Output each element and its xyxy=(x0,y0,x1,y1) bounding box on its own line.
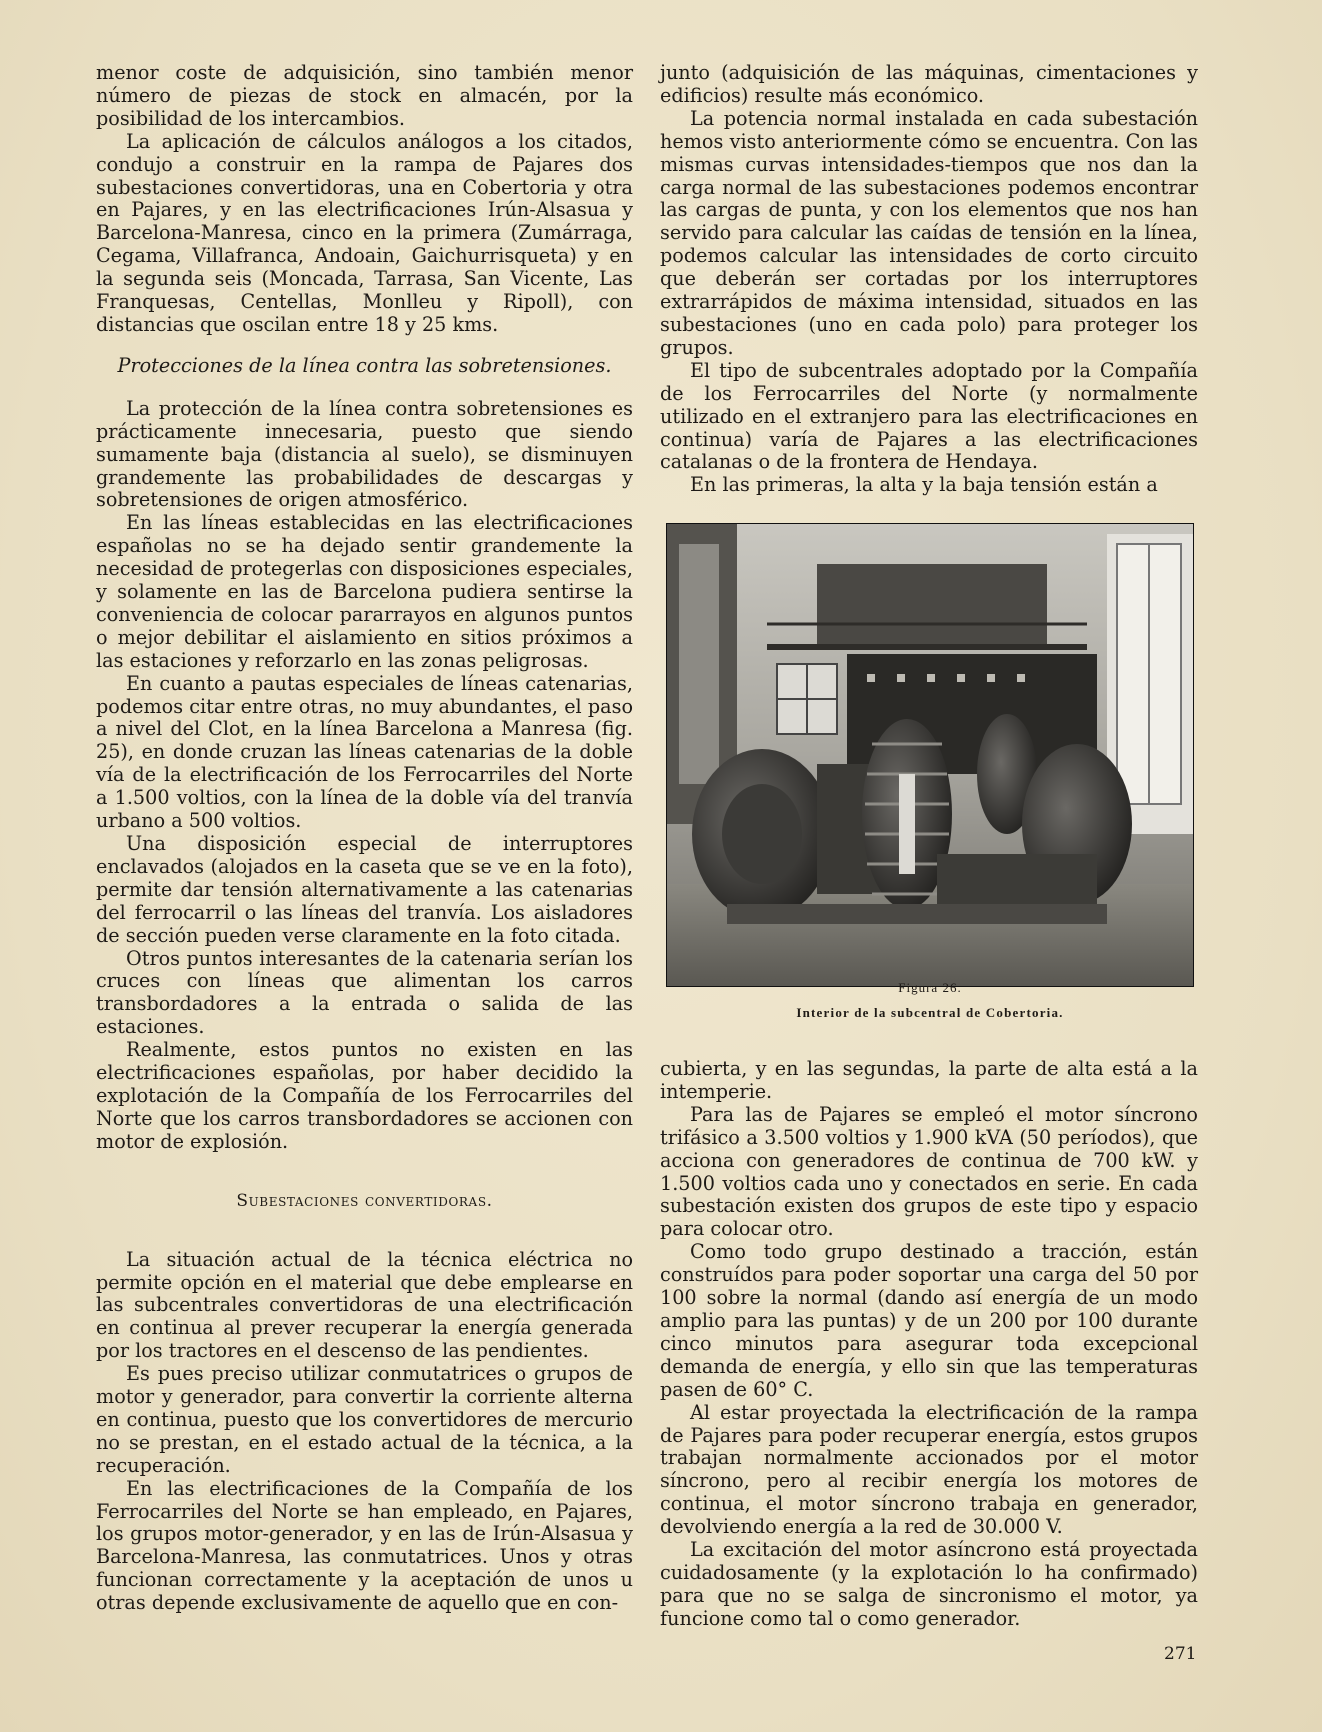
paragraph: La protección de la línea contra sobretensiones es prácticamente innecesaria, puesto que siendo sumamente baja (distancia al suelo), se disminuyen grandemente las probabilidades de descargas y sobretensiones de origen atmosférico. xyxy=(96,396,633,512)
paragraph: cubierta, y en las segundas, la parte de alta está a la intemperie. xyxy=(660,1057,1198,1103)
paragraph: Es pues preciso utilizar conmutatrices o grupos de motor y generador, para convertir la corriente alterna en continua, puesto que los convertidores de mercurio no se prestan, en el estado actual de la técnica, a la recuperación. xyxy=(96,1362,633,1477)
paragraph: Una disposición especial de interruptores enclavados (alojados en la caseta que se ve en la foto), permite dar tensión alternativamente a las catenarias del ferrocarril o las líneas del tranvía. Los aisladores de sección pueden verse claramente en la foto citada. xyxy=(96,832,633,947)
paragraph: Otros puntos interesantes de la catenaria serían los cruces con líneas que alimentan los carros transbordadores a la entrada o salida de las estaciones. xyxy=(96,946,633,1039)
figure-label: Figura 26. xyxy=(898,980,962,995)
paragraph: En cuanto a pautas especiales de líneas catenarias, podemos citar entre otras, no muy abundantes, el paso a nivel del Clot, en la línea Barcelona a Manresa (fig. 25), en donde cruzan las líneas catenarias de la doble vía de la electrificación de los Ferrocarriles del Norte a 1.500 voltios, con la línea de la doble vía del tranvía urbano a 500 voltios. xyxy=(96,671,633,833)
paragraph: En las primeras, la alta y la baja tensión están a xyxy=(690,473,1158,497)
paragraph: La excitación del motor asíncrono está proyectada cuidadosamente (y la explotación lo ha confirmado) para que no se salga de sincronismo el motor, ya funcione como tal o como generador. xyxy=(660,1538,1198,1630)
paragraph: junto (adquisición de las máquinas, cimentaciones y edificios) resulte más económico. xyxy=(660,61,1198,107)
page-number: 271 xyxy=(1164,1644,1197,1664)
paragraph: La aplicación de cálculos análogos a los citados, condujo a construir en la rampa de Pajares dos subestaciones convertidoras, una en Cobertoria y otra en Pajares, y en las electrificaciones Irún-Alsasua y Barcelona-Manresa, cinco en la primera (Zumárraga, Cegama, Villafranca, Andoain, Gaichurrisqueta) y en la segunda seis (Moncada, Tarrasa, San Vicente, Las Franquesas, Centellas, Monlleu y Ripoll), con distancias que oscilan entre 18 y 25 kms. xyxy=(96,129,633,336)
paragraph: Como todo grupo destinado a tracción, están construídos para poder soportar una carga del 50 por 100 sobre la normal (dando así energía de un modo amplio para las puntas) y de un 200 por 100 durante cinco minutos para asegurar toda excepcional demanda de energía, y ello sin que las temperaturas pasen de 60° C. xyxy=(660,1240,1198,1401)
left-column xyxy=(96,62,633,1615)
section-heading-subestaciones: Subestaciones convertidoras. xyxy=(236,1190,493,1211)
section-heading-protecciones: Protecciones de la línea contra las sobretensiones. xyxy=(117,353,612,377)
figure-photo-substation xyxy=(666,523,1194,987)
figure-caption: Interior de la subcentral de Cobertoria. xyxy=(796,1005,1064,1020)
paragraph: Para las de Pajares se empleó el motor síncrono trifásico a 3.500 voltios y 1.900 kVA (50 períodos), que acciona con generadores de continua de 700 kW. y 1.500 voltios cada uno y conectados en serie. En cada subestación existen dos grupos de este tipo y espacio para colocar otro. xyxy=(660,1102,1198,1241)
paragraph: menor coste de adquisición, sino también menor número de piezas de stock en almacén, por la posibilidad de los intercambios. xyxy=(96,61,633,130)
paragraph: En las líneas establecidas en las electrificaciones españolas no se ha dejado sentir grandemente la necesidad de protegerlas con disposiciones especiales, y solamente en las de Barcelona pudiera sentirse la conveniencia de colocar pararrayos en algunos puntos o mejor debilitar el aislamiento en sitios próximos a las estaciones y reforzarlo en las zonas peligrosas. xyxy=(96,511,633,672)
substation-photo-illustration xyxy=(667,524,1193,986)
paragraph: El tipo de subcentrales adoptado por la Compañía de los Ferrocarriles del Norte (y normalmente utilizado en el extranjero para las electrificaciones en continua) varía de Pajares a las electrificaciones catalanas o de la frontera de Hendaya. xyxy=(660,358,1198,474)
right-column-bottom xyxy=(660,1058,1198,1631)
paragraph: Al estar proyectada la electrificación de la rampa de Pajares para poder recuperar energía, estos grupos trabajan normalmente accionados por el motor síncrono, pero al recibir energía los motores de continua, el motor síncrono trabaja en generador, devolviendo energía a la red de 30.000 V. xyxy=(660,1400,1198,1539)
paragraph: En las electrificaciones de la Compañía de los Ferrocarriles del Norte se han empleado, en Pajares, los grupos motor-generador, y en las de Irún-Alsasua y Barcelona-Manresa, las conmutatrices. Unos y otras funcionan correctamente y la aceptación de unos u otras depende exclusivamente de aquello que en con- xyxy=(96,1476,633,1615)
right-column-top xyxy=(660,62,1198,497)
paragraph: La potencia normal instalada en cada subestación hemos visto anteriormente cómo se encuentra. Con las mismas curvas intensidades-tiempos que nos dan la carga normal de las subestaciones podemos encontrar las cargas de punta, y con los elementos que nos han servido para calcular las caídas de tensión en la línea, podemos calcular las intensidades de corto circuito que deberán ser cortadas por los interruptores extrarrápidos de máxima intensidad, situados en las subestaciones (uno en cada polo) para proteger los grupos. xyxy=(660,106,1198,359)
paragraph: La situación actual de la técnica eléctrica no permite opción en el material que debe emplearse en las subcentrales convertidoras de una electrificación en continua al prever recuperar la energía generada por los tractores en el descenso de las pendientes. xyxy=(96,1247,633,1363)
paragraph: Realmente, estos puntos no existen en las electrificaciones españolas, por haber decidido la explotación de la Compañía de los Ferrocarriles del Norte que los carros transbordadores se accionen con motor de explosión. xyxy=(96,1038,633,1153)
